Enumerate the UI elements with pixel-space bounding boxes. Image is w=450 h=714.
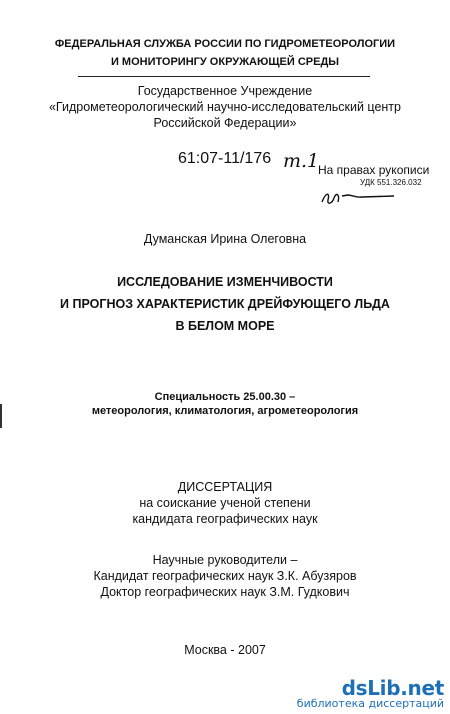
author-name: Думанская Ирина Олеговна <box>143 232 307 246</box>
manuscript-rights: На правах рукописи <box>318 163 430 177</box>
title-line-1: ИССЛЕДОВАНИЕ ИЗМЕНЧИВОСТИ <box>117 275 333 289</box>
city-year: Москва - 2007 <box>184 643 266 657</box>
specialty-line-2: метеорология, климатология, агрометеорология <box>91 405 359 417</box>
title-line-2: И ПРОГНОЗ ХАРАКТЕРИСТИК ДРЕЙФУЮЩЕГО ЛЬДА <box>60 297 390 311</box>
dissertation-degree-line: на соискание ученой степени <box>139 496 311 510</box>
dissertation-field-line: кандидата географических наук <box>132 512 318 526</box>
dissertation-heading: ДИССЕРТАЦИЯ <box>177 480 273 494</box>
supervisor-1: Кандидат географических наук З.К. Абузяров <box>93 569 357 583</box>
watermark-subtitle: библиотека диссертаций <box>296 697 444 710</box>
specialty-line-1: Специальность 25.00.30 – <box>154 391 296 403</box>
catalog-number: 61:07-11/176 <box>178 150 272 167</box>
institution-line-3: Российской Федерации» <box>153 116 297 130</box>
supervisors-heading: Научные руководители – <box>152 553 298 567</box>
header-divider <box>78 76 370 77</box>
handwritten-signature <box>318 186 398 210</box>
institution-line-2: «Гидрометеорологический научно-исследовательский центр <box>48 100 401 114</box>
agency-line-1: ФЕДЕРАЛЬНАЯ СЛУЖБА РОССИИ ПО ГИДРОМЕТЕОРОЛОГИИ <box>54 38 396 50</box>
institution-line-1: Государственное Учреждение <box>137 84 313 98</box>
udc-code: УДК 551.326.032 <box>360 178 422 187</box>
watermark-logo: dsLib.net <box>341 676 444 700</box>
title-line-3: В БЕЛОМ МОРЕ <box>175 319 275 333</box>
supervisor-2: Доктор географических наук З.М. Гудкович <box>100 585 350 599</box>
agency-line-2: И МОНИТОРИНГУ ОКРУЖАЮЩЕЙ СРЕДЫ <box>110 56 340 68</box>
dslib-watermark <box>297 676 444 710</box>
handwritten-volume-mark: т.1 <box>283 150 320 172</box>
scan-edge-mark <box>0 404 2 428</box>
